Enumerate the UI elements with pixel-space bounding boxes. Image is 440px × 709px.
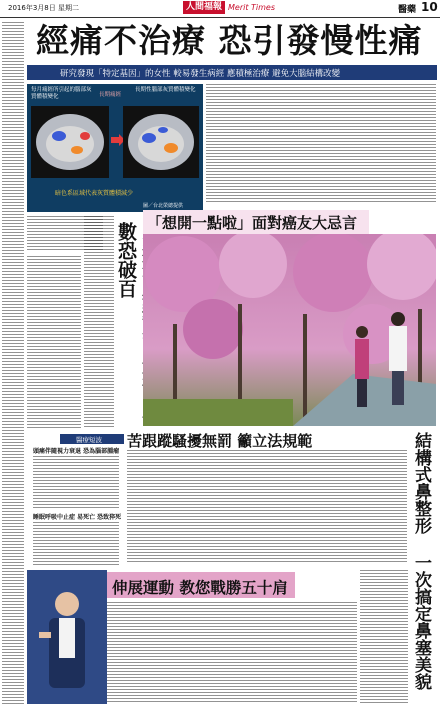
cherry-blossom-photo [143,234,436,426]
doctor-figure [37,584,97,704]
legal-body-text [127,450,407,562]
exercise-body-text [107,602,357,704]
photo-headline: 「想開一點啦」面對癌友大忌言 [147,214,358,232]
paper-name-en: Merit Times [228,3,276,12]
figure-caption: 暗色系區域代表灰質體積減少 [55,190,134,197]
flu-body-text-1 [27,256,81,428]
figure-left-label: 每月痛經所引起的腦部灰質體積變化 [31,87,92,100]
figure-center-label: 長期痛經 [99,92,122,98]
tips-box [27,446,124,566]
tips-item1-title: 頭痛伴隨視力衰退 恐為腦部腫瘤 [33,448,120,455]
lead-body-text [206,84,436,204]
photo-headline-box [143,210,369,234]
lead-headline: 經痛不治療 恐引發慢性痛 [36,21,423,60]
brain-scan-right [123,106,199,178]
lead-subhead: 研究發現「特定基因」的女性 較易發生病經 應積極治療 避免大腦結構改變 [60,69,341,79]
flu-body-text-2 [84,216,114,428]
tips-item2-title: 睡眠呼吸中止症 易死亡 恐致猝死 [33,514,122,521]
tips-tag-label: 醫療短波 [76,436,102,444]
exercise-headline: 伸展運動 教您戰勝五十肩 [112,579,288,597]
section-name: 醫藥 [398,5,417,15]
nose-headline: 結構式鼻整形 一次搞定鼻塞美貌 [411,432,431,690]
tips-item2-text [33,522,119,566]
tips-item1-text [33,456,119,508]
figure-right-label: 長期性腦部灰質體積變化 [135,87,196,93]
flu-headline: 數恐破百 [115,222,137,298]
paper-logo: 人間福報 [183,1,225,14]
brain-figure [27,84,203,212]
nose-body-text [360,570,408,704]
left-edge-column [2,22,24,704]
brain-scan-left [31,106,109,178]
masthead [0,0,440,18]
legal-headline: 苦跟蹤騷擾無罰 籲立法規範 [127,432,313,450]
figure-credit: 圖／台北榮總提供 [143,203,184,209]
masthead-date: 2016年3月8日 星期二 [8,4,79,12]
page-number: 10 [421,0,438,14]
exercise-photo [27,570,107,704]
